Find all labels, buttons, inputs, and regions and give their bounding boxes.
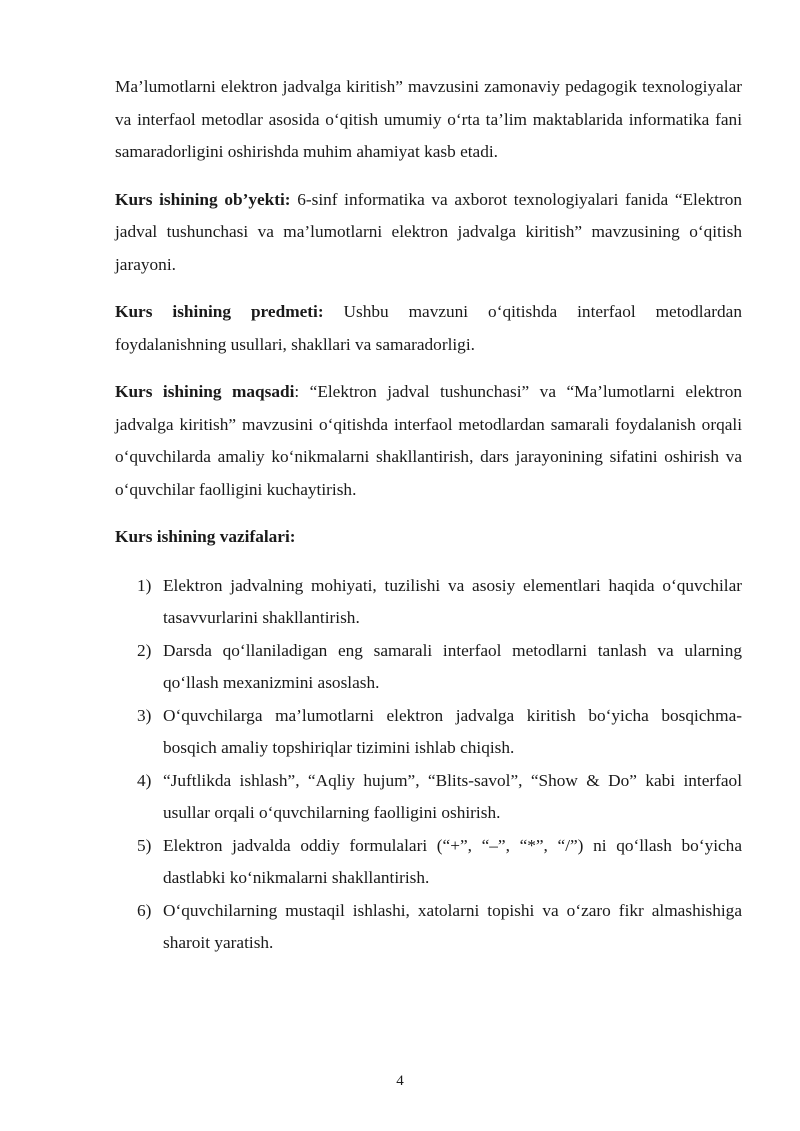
- tasks-list: [115, 570, 742, 960]
- list-item-text: Elektron jadvalda oddiy formulalari (“+”, “–”, “*”, “/”) ni qo‘llash bo‘yicha dastlabki ko‘nikmalarni shakllantirish.: [163, 835, 742, 887]
- list-item-text: O‘quvchilarga ma’lumotlarni elektron jadvalga kiritish bo‘yicha bosqichma-bosqich amaliy topshiriqlar tizimini ishlab chiqish.: [163, 705, 742, 757]
- list-item-text: Darsda qo‘llaniladigan eng samarali interfaol metodlarni tanlash va ularning qo‘llash mexanizmini asoslash.: [163, 640, 742, 692]
- list-item-number: 4): [137, 770, 152, 790]
- intro-paragraph: Ma’lumotlarni elektron jadvalga kiritish” mavzusini zamonaviy pedagogik texnologiyalar va interfaol metodlar asosida o‘qitish umumiy o‘rta ta’lim maktablarida informatika fani samaradorligini oshirishda muhim ahamiyat kasb etadi.: [115, 77, 742, 161]
- object-paragraph: [115, 184, 742, 282]
- list-item-number: 6): [137, 900, 152, 920]
- list-item-number: 1): [137, 575, 152, 595]
- object-text: 6-sinf informatika va axborot texnologiyalari fanida “Elektron jadval tushunchasi va ma’lumotlarni elektron jadvalga kiritish” mavzusining o‘qitish jarayoni.: [115, 189, 742, 274]
- list-item-number: 3): [137, 705, 152, 725]
- list-item-number: 2): [137, 640, 152, 660]
- page-content: [115, 71, 742, 960]
- object-label: Kurs ishining ob’yekti:: [115, 189, 291, 209]
- goal-label: Kurs ishining maqsadi: [115, 382, 295, 401]
- list-item-number: 5): [137, 835, 152, 855]
- list-item: [115, 700, 742, 765]
- goal-text: : “Elektron jadval tushunchasi” va “Ma’lumotlarni elektron jadvalga kiritish” mavzusini o‘qitishda interfaol metodlardan samarali foydalanish orqali o‘quvchilarda amaliy ko‘nikmalarni shakllantirish, dars jarayonining sifatini oshirish va o‘quvchilar faolligini kuchaytirish.: [115, 382, 742, 499]
- list-item: [115, 570, 742, 635]
- list-item: [115, 830, 742, 895]
- subject-paragraph: [115, 296, 742, 361]
- list-item-text: O‘quvchilarning mustaqil ishlashi, xatolarni topishi va o‘zaro fikr almashishiga sharoit yaratish.: [163, 900, 742, 952]
- list-item: [115, 765, 742, 830]
- list-item: [115, 635, 742, 700]
- list-item-text: “Juftlikda ishlash”, “Aqliy hujum”, “Blits-savol”, “Show & Do” kabi interfaol usullar orqali o‘quvchilarning faolligini oshirish.: [163, 770, 742, 822]
- list-item: [115, 895, 742, 960]
- list-item-text: Elektron jadvalning mohiyati, tuzilishi va asosiy elementlari haqida o‘quvchilar tasavvurlarini shakllantirish.: [163, 575, 742, 627]
- subject-text: Ushbu mavzuni o‘qitishda interfaol metodlardan foydalanishning usullari, shakllari va samaradorligi.: [115, 302, 742, 354]
- goal-paragraph: [115, 376, 742, 506]
- subject-label: Kurs ishining predmeti:: [115, 302, 324, 321]
- tasks-heading: Kurs ishining vazifalari:: [115, 527, 296, 546]
- page-number: 4: [396, 1073, 404, 1089]
